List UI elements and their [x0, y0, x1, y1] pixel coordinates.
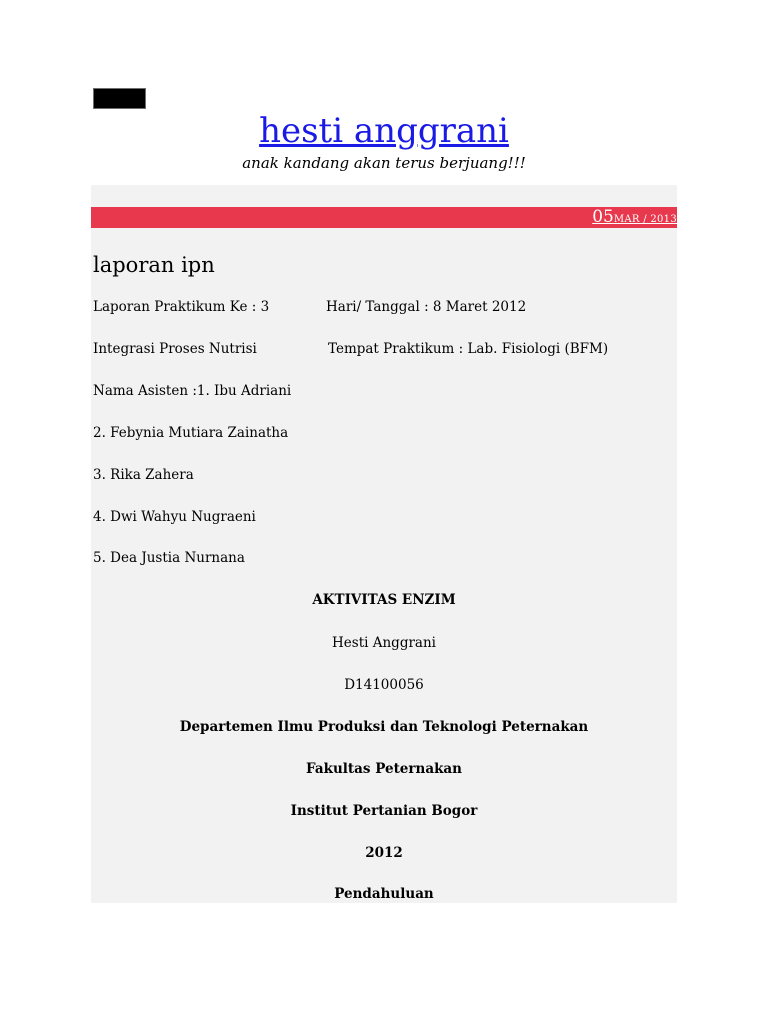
praktikum-ke-text: Laporan Praktikum Ke : 3 [93, 299, 270, 315]
black-redacted-box [93, 88, 146, 109]
asisten-4-text: 4. Dwi Wahyu Nugraeni [93, 509, 256, 525]
institute-name: Institut Pertanian Bogor [290, 803, 478, 819]
blog-title [0, 108, 768, 154]
post-date-bar [91, 207, 677, 228]
department-name: Departemen Ilmu Produksi dan Teknologi Peternakan [179, 719, 589, 735]
integrasi-text: Integrasi Proses Nutrisi [93, 341, 257, 357]
post-date-month-year: MAR / 2013 [613, 214, 677, 225]
report-title: AKTIVITAS ENZIM [312, 592, 456, 608]
hari-tanggal-text: Hari/ Tanggal : 8 Maret 2012 [326, 299, 527, 315]
asisten-1-text: Nama Asisten :1. Ibu Adriani [93, 383, 292, 399]
asisten-2-text: 2. Febynia Mutiara Zainatha [93, 425, 289, 441]
faculty-name: Fakultas Peternakan [306, 761, 462, 777]
student-id: D14100056 [344, 677, 424, 693]
author-name: Hesti Anggrani [332, 635, 436, 651]
section-heading-pendahuluan: Pendahuluan [334, 886, 434, 902]
tempat-praktikum-text: Tempat Praktikum : Lab. Fisiologi (BFM) [328, 341, 609, 357]
blog-tagline: anak kandang akan terus berjuang!!! [242, 154, 526, 172]
asisten-5-text: 5. Dea Justia Nurnana [93, 550, 245, 566]
post-date-day: 05 [592, 207, 614, 227]
blog-title-link[interactable]: hesti anggrani [259, 111, 509, 151]
report-year: 2012 [365, 845, 403, 861]
post-content-panel [91, 185, 677, 903]
asisten-3-text: 3. Rika Zahera [93, 467, 194, 483]
post-title: laporan ipn [93, 253, 215, 277]
post-date-link[interactable] [592, 207, 677, 226]
